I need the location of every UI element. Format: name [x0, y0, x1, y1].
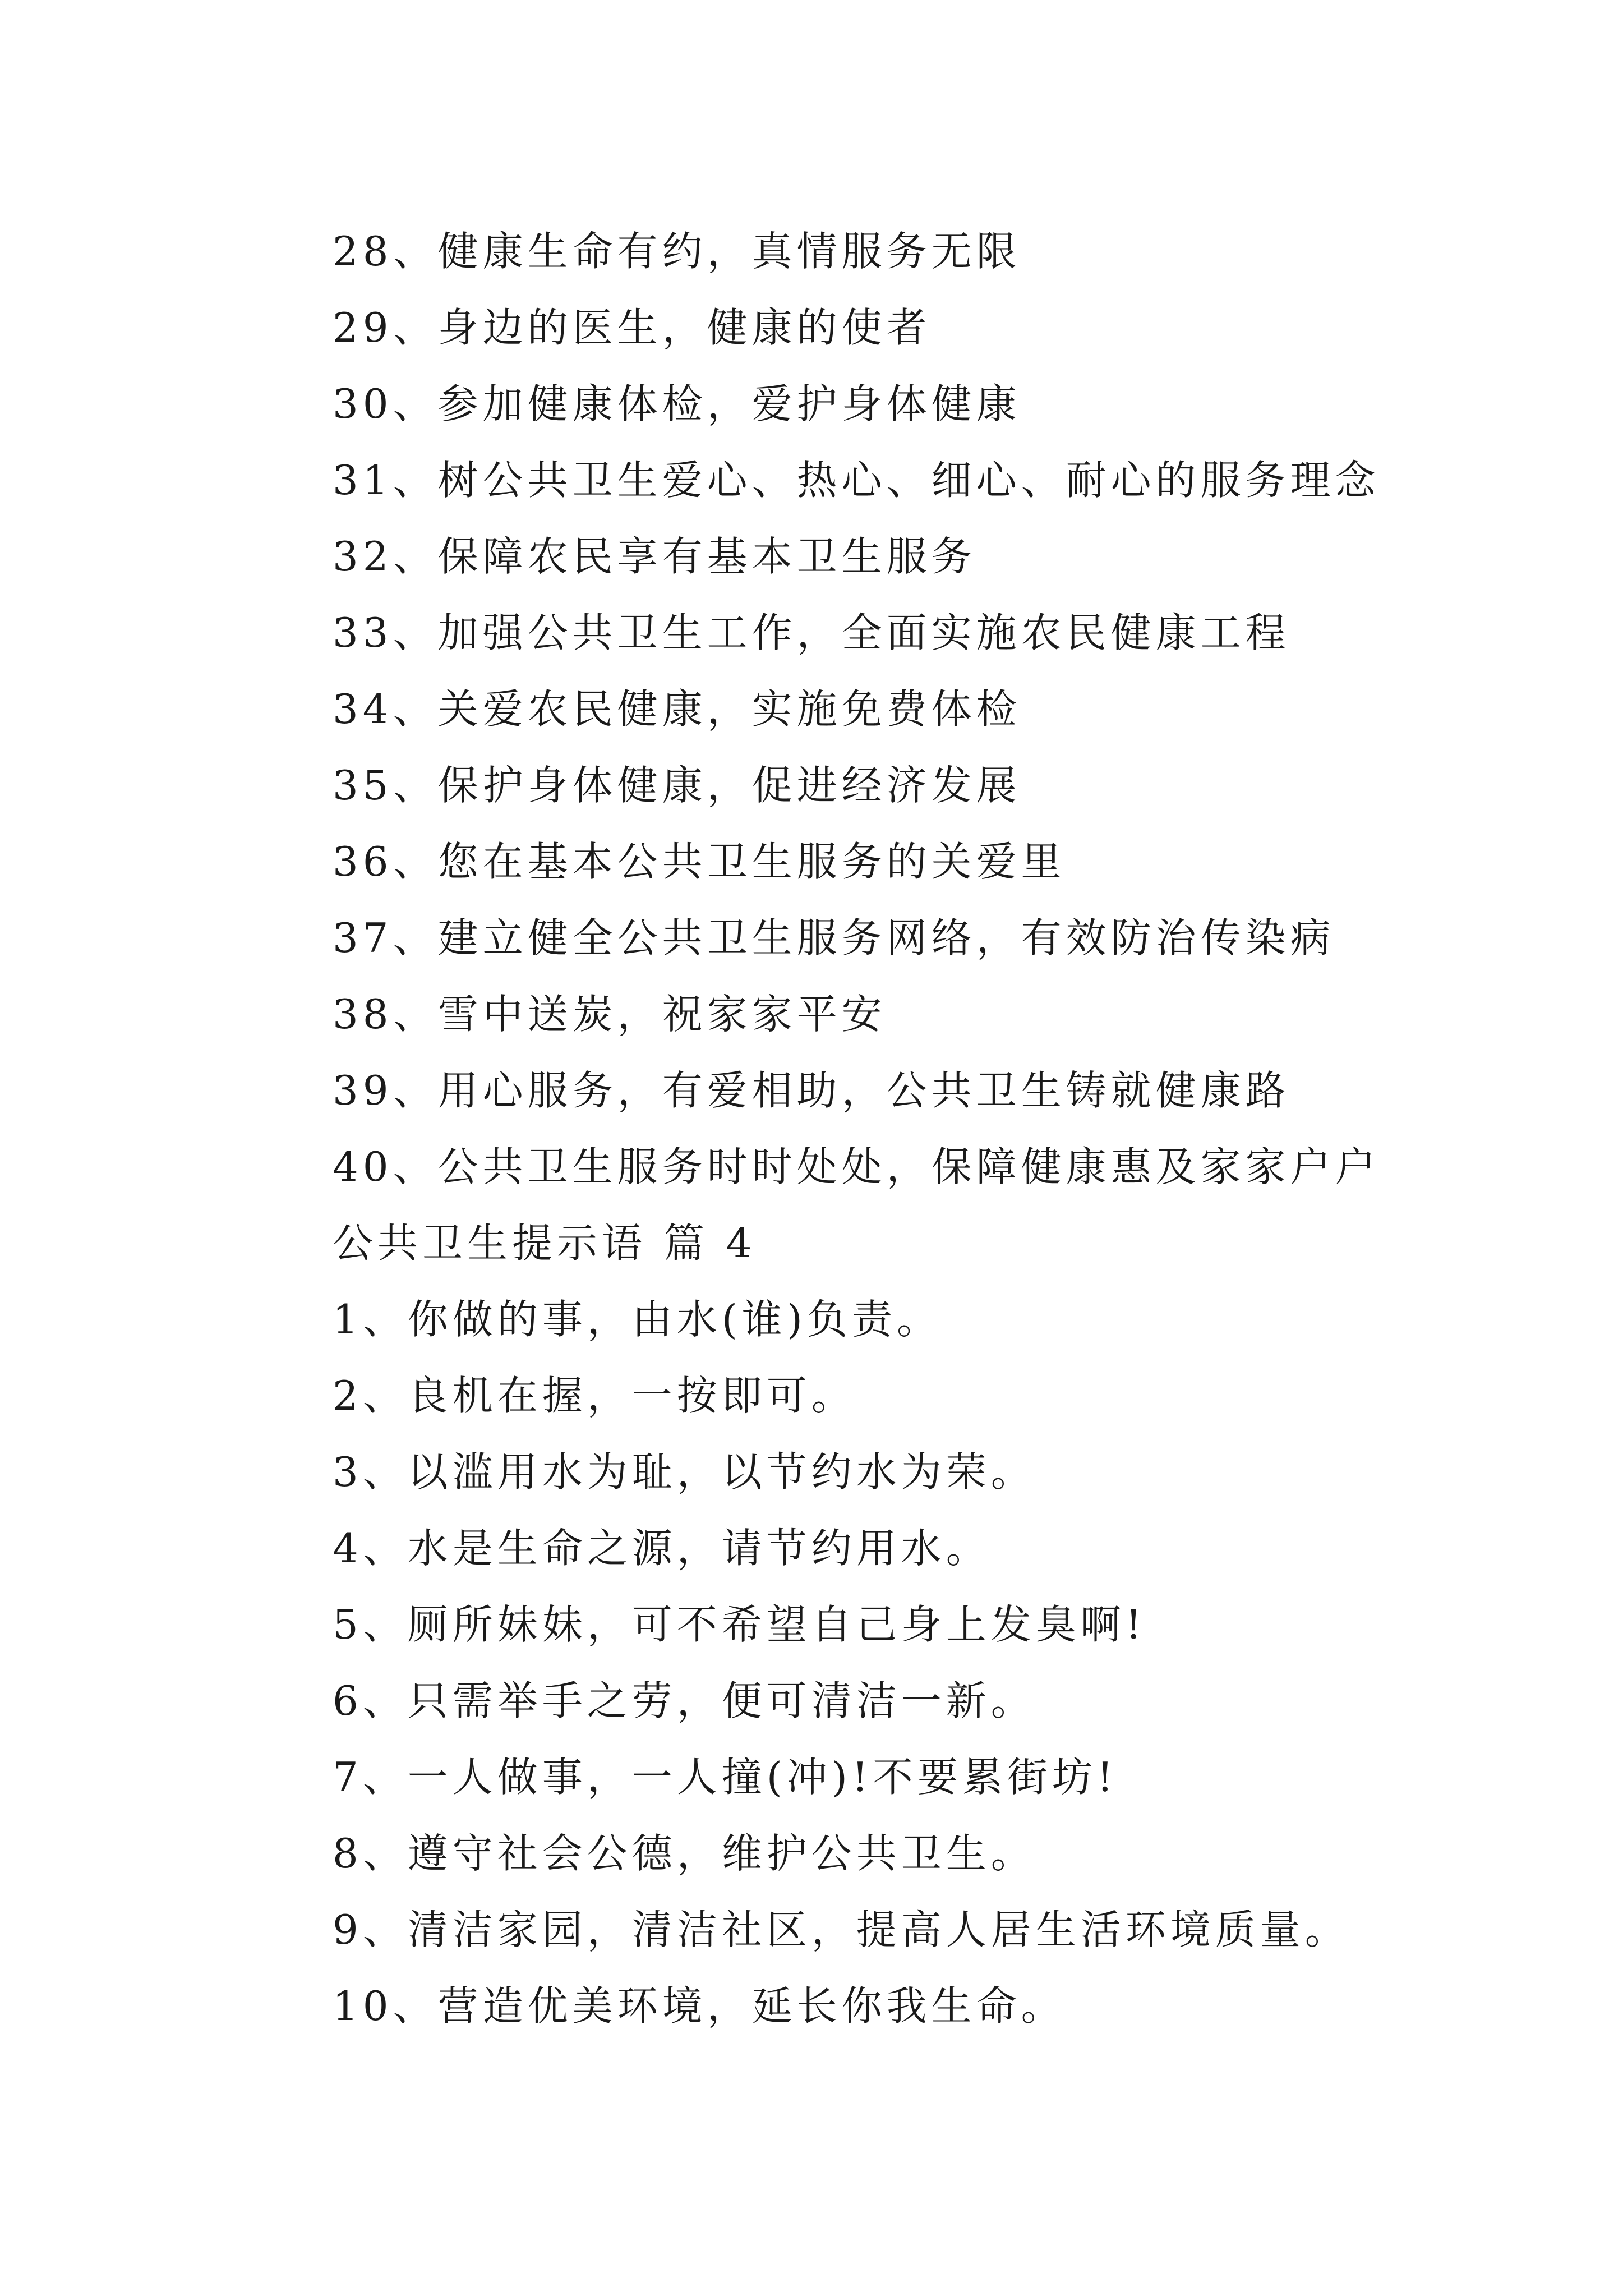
list-item: 6、只需举手之劳，便可清洁一新。	[333, 1677, 1036, 1724]
list-item: 30、参加健康体检，爱护身体健康	[333, 380, 1021, 427]
list-item: 37、建立健全公共卫生服务网络，有效防治传染病	[333, 914, 1335, 961]
list-item: 10、营造优美环境，延长你我生命。	[333, 1982, 1066, 2030]
list-item: 38、雪中送炭，祝家家平安	[333, 991, 887, 1038]
list-item: 29、身边的医生，健康的使者	[333, 304, 932, 351]
list-item: 36、您在基本公共卫生服务的关爱里	[333, 838, 1066, 885]
list-item: 4、水是生命之源，请节约用水。	[333, 1525, 991, 1572]
list-item: 40、公共卫生服务时时处处，保障健康惠及家家户户	[333, 1143, 1380, 1190]
list-item: 5、厕所妹妹，可不希望自己身上发臭啊!	[333, 1601, 1146, 1648]
section-heading: 公共卫生提示语 篇 4	[333, 1220, 757, 1267]
list-item: 2、良机在握，一按即可。	[333, 1372, 856, 1419]
list-item: 7、一人做事，一人撞(冲)!不要累街坊!	[333, 1754, 1118, 1801]
document-body	[333, 213, 1454, 2044]
list-item: 39、用心服务，有爱相助，公共卫生铸就健康路	[333, 1067, 1290, 1114]
list-item: 33、加强公共卫生工作，全面实施农民健康工程	[333, 609, 1290, 656]
list-item: 9、清洁家园，清洁社区，提高人居生活环境质量。	[333, 1906, 1350, 1953]
list-item: 31、树公共卫生爱心、热心、细心、耐心的服务理念	[333, 457, 1380, 504]
list-item: 8、遵守社会公德，维护公共卫生。	[333, 1830, 1036, 1877]
list-item: 3、以滥用水为耻，以节约水为荣。	[333, 1448, 1036, 1496]
list-item: 28、健康生命有约，真情服务无限	[333, 228, 1021, 275]
list-item: 1、你做的事，由水(谁)负责。	[333, 1296, 942, 1343]
list-item: 34、关爱农民健康，实施免费体检	[333, 685, 1021, 733]
list-item: 32、保障农民享有基本卫生服务	[333, 533, 976, 580]
list-item: 35、保护身体健康，促进经济发展	[333, 762, 1021, 809]
